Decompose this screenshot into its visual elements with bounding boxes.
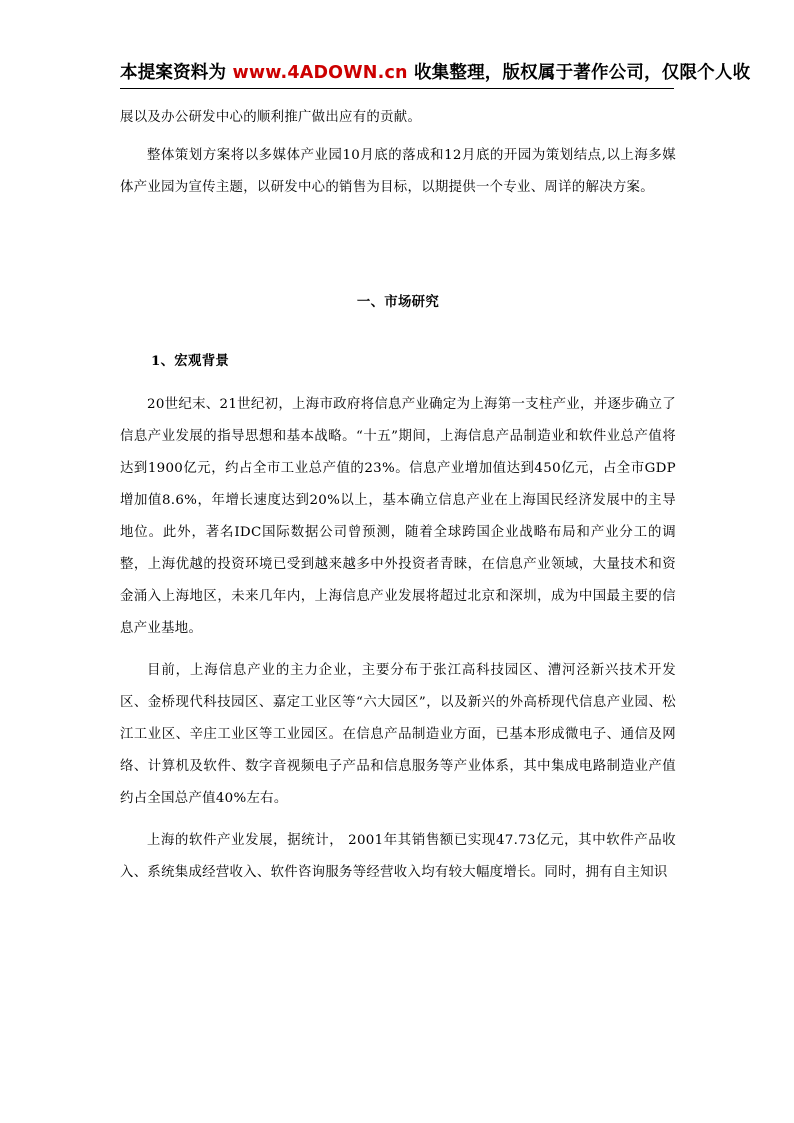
paragraph: 目前，上海信息产业的主力企业，主要分布于张江高科技园区、漕河泾新兴技术开发区、金桥现代科技园区、嘉定工业区等“六大园区”，以及新兴的外高桥现代信息产业园、松江工业区、辛庄工业区等工业园区。在信息产品制造业方面，已基本形成微电子、通信及网络、计算机及软件、数字音视频电子产品和信息服务等产业体系，其中集成电路制造业产值约占全国总产值40%左右。 [120, 663, 676, 806]
subsection-heading: 1、宏观背景 [151, 353, 230, 369]
paragraph: 20世纪末、21世纪初，上海市政府将信息产业确定为上海第一支柱产业，并逐步确立了信息产业发展的指导思想和基本战略。“十五”期间，上海信息产品制造业和软件业总产值将达到1900亿元，约占全市工业总产值的23%。信息产业增加值达到450亿元，占全市GDP增加值8.6%，年增长速度达到20%以上，基本确立信息产业在上海国民经济发展中的主导地位。此外，著名IDC国际数据公司曾预测，随着全球跨国企业战略布局和产业分工的调整，上海优越的投资环境已受到越来越多中外投资者青睐，在信息产业领域，大量技术和资金涌入上海地区，未来几年内，上海信息产业发展将超过北京和深圳，成为中国最主要的信息产业基地。 [120, 397, 676, 636]
header-site-link[interactable]: www.4ADOWN.cn [232, 63, 408, 83]
main-text-block [120, 389, 676, 899]
header-suffix: 收集整理，版权属于著作公司，仅限个人收 [407, 63, 751, 83]
section-heading: 一、市场研究 [356, 294, 440, 310]
intro-block [120, 102, 676, 214]
page-header [120, 58, 794, 88]
header-prefix: 本提案资料为 [120, 63, 233, 83]
paragraph: 展以及办公研发中心的顺利推广做出应有的贡献。 [120, 110, 422, 125]
paragraph: 整体策划方案将以多媒体产业园10月底的落成和12月底的开园为策划结点,以上海多媒体产业园为宣传主题，以研发中心的销售为目标，以期提供一个专业、周详的解决方案。 [120, 148, 676, 195]
header-divider [120, 88, 674, 89]
paragraph: 上海的软件产业发展，据统计， 2001年其销售额已实现47.73亿元，其中软件产品收入、系统集成经营收入、软件咨询服务等经营收入均有较大幅度增长。同时，拥有自主知识 [120, 833, 676, 880]
